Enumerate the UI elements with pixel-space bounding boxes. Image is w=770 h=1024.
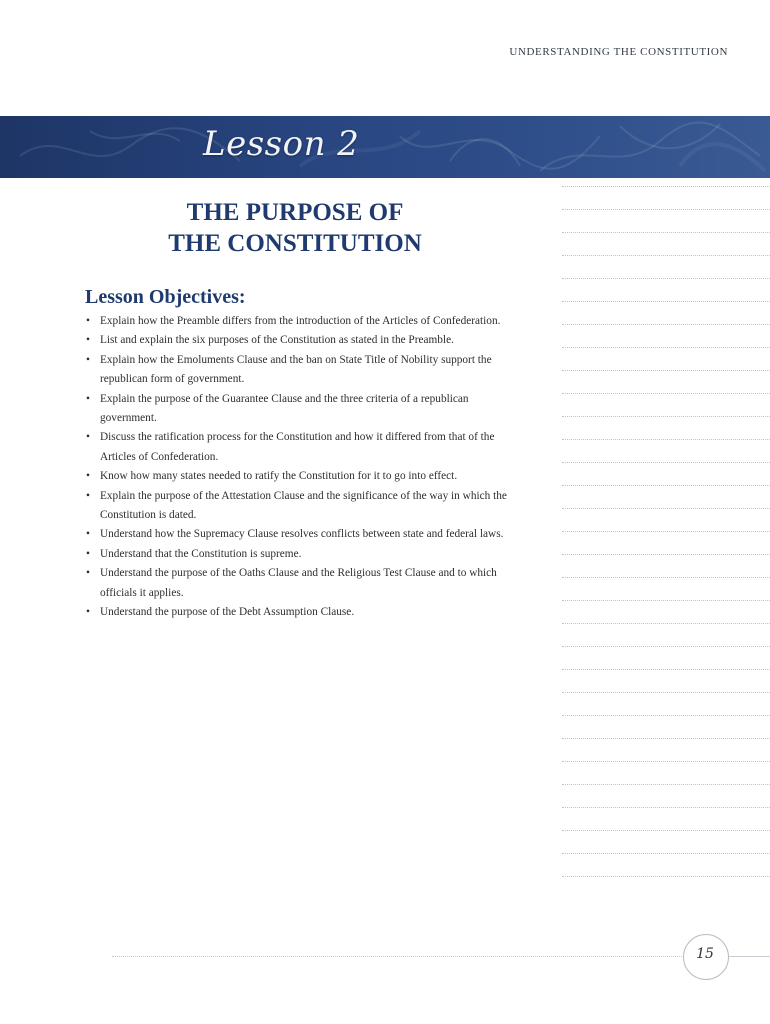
note-line — [562, 784, 770, 785]
objective-text: Understand the purpose of the Debt Assumption Clause. — [100, 606, 355, 619]
note-line — [562, 209, 770, 210]
note-line — [562, 186, 770, 187]
note-line — [562, 692, 770, 693]
page-number: 15 — [696, 946, 714, 962]
objective-item — [86, 390, 516, 429]
note-line — [562, 255, 770, 256]
page-title-line-1: THE PURPOSE OF — [186, 199, 404, 226]
bullet-icon: • — [86, 567, 90, 580]
note-line — [562, 393, 770, 394]
note-line — [562, 278, 770, 279]
note-line — [562, 623, 770, 624]
objective-item — [86, 564, 516, 603]
note-line — [562, 577, 770, 578]
note-line — [562, 508, 770, 509]
objectives-heading: Lesson Objectives: — [85, 286, 246, 308]
objective-item — [86, 428, 516, 467]
bullet-icon: • — [86, 315, 90, 327]
objective-text: Explain the purpose of the Attestation Clause and the significance of the way in which the Constitution is dated. — [100, 489, 507, 522]
bullet-icon: • — [86, 489, 90, 502]
bullet-icon: • — [86, 470, 90, 483]
note-line — [562, 485, 770, 486]
note-line — [562, 531, 770, 532]
note-line — [562, 853, 770, 854]
objective-item — [86, 525, 516, 544]
objective-text: Understand that the Constitution is supreme. — [100, 547, 302, 560]
note-line — [562, 830, 770, 831]
running-head: UNDERSTANDING THE CONSTITUTION — [509, 46, 728, 58]
bullet-icon: • — [86, 547, 90, 560]
note-line — [562, 462, 770, 463]
note-line — [562, 876, 770, 877]
objective-text: Explain how the Preamble differs from the introduction of the Articles of Confederation. — [100, 315, 501, 327]
lesson-label: Lesson 2 — [203, 124, 360, 164]
objective-item — [86, 331, 516, 350]
note-line — [562, 807, 770, 808]
objective-text: List and explain the six purposes of the Constitution as stated in the Preamble. — [100, 334, 454, 347]
objective-text: Know how many states needed to ratify the Constitution for it to go into effect. — [100, 470, 458, 483]
objectives-list — [86, 312, 516, 623]
note-line — [562, 738, 770, 739]
objective-text: Understand the purpose of the Oaths Clause and the Religious Test Clause and to which officials it applies. — [100, 567, 497, 599]
bullet-icon: • — [86, 334, 90, 347]
objective-text: Discuss the ratification process for the Constitution and how it differed from that of the Articles of Confederation. — [100, 431, 495, 463]
objective-item — [86, 603, 516, 622]
note-line — [562, 232, 770, 233]
objective-text: Explain the purpose of the Guarantee Clause and the three criteria of a republican government. — [100, 392, 469, 425]
bullet-icon: • — [86, 353, 90, 366]
objective-text: Explain how the Emoluments Clause and the ban on State Title of Nobility support the republican form of government. — [100, 353, 492, 386]
note-line — [562, 439, 770, 440]
objective-item — [86, 351, 516, 390]
note-line — [562, 370, 770, 371]
note-line — [562, 600, 770, 601]
note-lines — [562, 186, 770, 886]
note-line — [562, 416, 770, 417]
handwriting-texture — [0, 116, 770, 178]
objective-item — [86, 312, 516, 331]
page-title — [100, 197, 490, 259]
page-title-line-2: THE CONSTITUTION — [168, 230, 422, 257]
lesson-banner — [0, 116, 770, 178]
objective-item — [86, 487, 516, 526]
note-line — [562, 646, 770, 647]
note-line — [562, 554, 770, 555]
bullet-icon: • — [86, 606, 90, 619]
note-line — [562, 347, 770, 348]
note-line — [562, 324, 770, 325]
objective-item — [86, 545, 516, 564]
objective-item — [86, 467, 516, 486]
objective-text: Understand how the Supremacy Clause resolves conflicts between state and federal laws. — [100, 528, 504, 541]
bullet-icon: • — [86, 431, 90, 444]
bullet-icon: • — [86, 528, 90, 541]
note-line — [562, 301, 770, 302]
note-line — [562, 669, 770, 670]
footer-rule-right — [726, 956, 770, 957]
footer-rule — [112, 956, 684, 957]
note-line — [562, 715, 770, 716]
note-line — [562, 761, 770, 762]
bullet-icon: • — [86, 392, 90, 405]
